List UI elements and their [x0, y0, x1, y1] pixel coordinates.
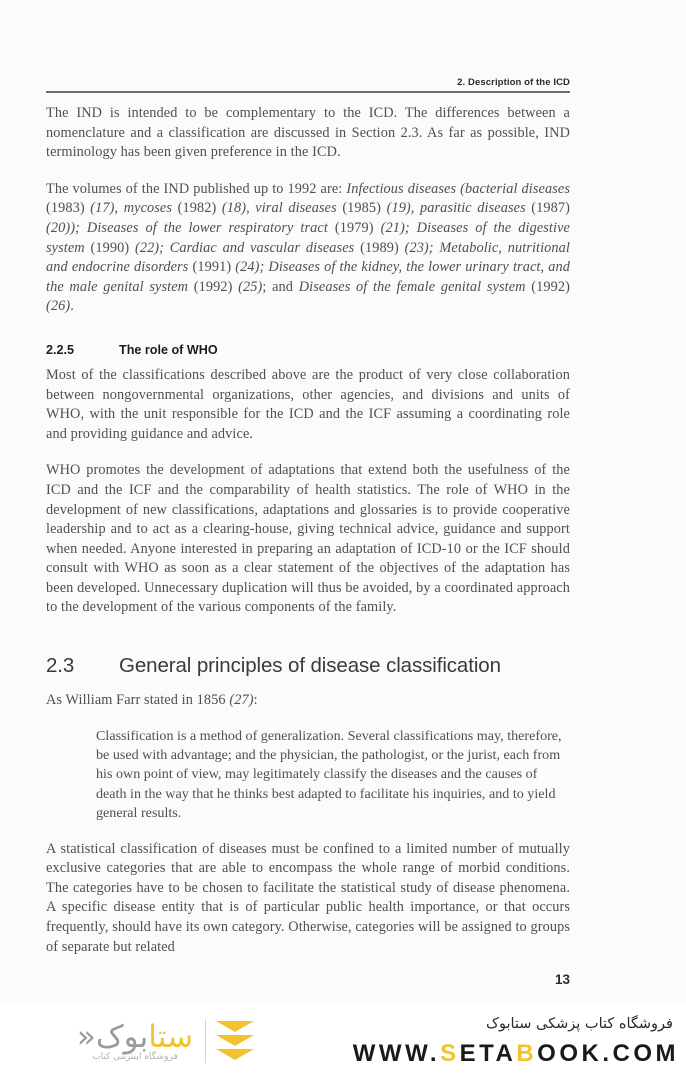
heading-2-2-5 [46, 343, 570, 357]
url-letter-s: S [440, 1040, 460, 1067]
volumes-italic-3: (18), viral diseases [221, 200, 337, 217]
volumes-italic-8: (23); Metabolic, nutritional and endocrine disorders [46, 239, 570, 276]
footer-brand-area[interactable] [343, 1002, 686, 1079]
farr-intro-citation: (27) [229, 692, 254, 709]
volumes-plain-12: . [70, 298, 74, 315]
volumes-italic-12: (26) [46, 298, 71, 315]
volumes-plain-8: (1991) [188, 259, 236, 276]
logo-script-gold: ستا [148, 1018, 194, 1055]
volumes-lead: The volumes of the IND published up to 1992 are: [46, 180, 347, 197]
setabook-logo[interactable] [77, 1019, 254, 1063]
chevron-1-icon [216, 1021, 254, 1032]
footer-logo-area[interactable] [0, 1002, 343, 1079]
volumes-plain-5: (1979) [327, 219, 381, 236]
volumes-plain-3: (1985) [336, 200, 387, 217]
volumes-plain-4: (1987) [525, 200, 571, 217]
volumes-plain-2: (1982) [172, 200, 222, 217]
volumes-plain-10: ; and [262, 278, 299, 295]
volumes-italic-2: (17), mycoses [90, 200, 173, 217]
heading-2-2-5-title: The role of WHO [119, 342, 218, 357]
volumes-plain-9: (1992) [188, 278, 239, 295]
footer-watermark-band [0, 1002, 686, 1079]
logo-tagline: فروشگاه اینترنتی کتاب [92, 1051, 178, 1062]
volumes-italic-1: Infectious diseases (bacterial diseases [346, 180, 570, 197]
paragraph-ind-volumes [46, 180, 570, 317]
volumes-italic-9: (24); Diseases of the kidney, the lower urinary tract, and the male genital system [46, 259, 570, 295]
heading-2-3 [46, 654, 570, 678]
url-prefix: WWW. [352, 1040, 441, 1067]
chevron-2-icon [216, 1035, 254, 1046]
chevron-3-icon [216, 1049, 254, 1060]
logo-wordmark [77, 1020, 193, 1062]
url-letter-b: B [516, 1040, 538, 1067]
farr-intro-lead: As William Farr stated in 1856 [46, 692, 230, 709]
farr-intro-tail: : [253, 692, 258, 709]
volumes-italic-4: (19), parasitic diseases [386, 200, 526, 217]
volumes-plain-1: (1983) [46, 200, 91, 217]
footer-brand-persian: فروشگاه کتاب پزشکی ستابوک [485, 1016, 673, 1032]
header-rule [46, 91, 570, 93]
logo-script-text [77, 1020, 193, 1054]
volumes-italic-5: (20)); Diseases of the lower respiratory tract [46, 219, 328, 236]
paragraph-ind-complementary: The IND is intended to be complementary to the ICD. The differences between a nomenclature and a classification are discussed in Section 2.3. As far as possible, IND terminology has been given preference in the ICD. [46, 105, 570, 161]
volumes-plain-6: (1990) [84, 239, 135, 256]
volumes-plain-11: (1992) [525, 278, 571, 295]
paragraph-who-collaboration: Most of the classifications described above are the product of very close collaboration between nongovernmental organizations, other agencies, and divisions and units of WHO, with the unit responsible for the ICD and the ICF assuming a coordinating role and providing guidance and advice. [46, 366, 570, 442]
volumes-italic-7: (22); Cardiac and vascular diseases [134, 239, 355, 256]
volumes-italic-10: (25) [238, 278, 263, 295]
volumes-italic-11: Diseases of the female genital system [298, 278, 526, 295]
paragraph-who-promotes: WHO promotes the development of adaptations that extend both the usefulness of the ICD and the ICF and the comparability of health statistics. The role of WHO in the development of new classifications, adaptations and glossaries is to provide cooperative leadership and to act as a clearing-house, giving technical advice, guidance and support when needed. Anyone interested in preparing an adaptation of ICD-10 or the ICF should consult with WHO as soon as a clear statement of the objectives of the adaptation has been developed. Unnecessary duplication will thus be avoided, by a coordinated approach to the development of the various components of the family. [46, 462, 570, 616]
page-content [46, 104, 570, 957]
url-letters-eta: ETA [459, 1040, 517, 1067]
running-header-text: 2. Description of the ICD [457, 77, 570, 88]
heading-2-2-5-number: 2.2.5 [46, 342, 75, 357]
logo-chevron-icon: « [76, 1018, 96, 1055]
chevron-mark-icon [216, 1021, 254, 1060]
heading-2-3-title: General principles of disease classification [119, 654, 501, 678]
heading-2-3-number: 2.3 [46, 654, 75, 678]
paragraph-statistical-classification: A statistical classification of diseases must be confined to a limited number of mutually exclusive categories that are able to encompass the whole range of morbid conditions. The categories have to be chosen to facilitate the statistical study of disease phenomena. A specific disease entity that is of particular public health importance, or that occurs frequently, should have its own category. Otherwise, categories will be assigned to groups of separate but related [46, 840, 570, 955]
logo-divider [205, 1019, 206, 1063]
blockquote-farr: Classification is a method of generalization. Several classifications may, therefore, be used with advantage; and the physician, the pathologist, or the jurist, each from his own point of view, may legitimately classify the diseases and the causes of death in the way that he thinks best adapted to facilitate his inquiries, and to yield general results. [96, 727, 562, 822]
volumes-plain-7: (1989) [354, 239, 405, 256]
volumes-italic-6: (21); Diseases of the digestive system [46, 219, 570, 256]
logo-script-gray: بوک [95, 1018, 149, 1055]
paragraph-farr-intro [46, 691, 570, 711]
footer-website-url[interactable] [343, 1040, 679, 1068]
url-suffix: OOK.COM [537, 1040, 679, 1067]
page-number: 13 [554, 972, 570, 987]
running-header [46, 76, 570, 93]
